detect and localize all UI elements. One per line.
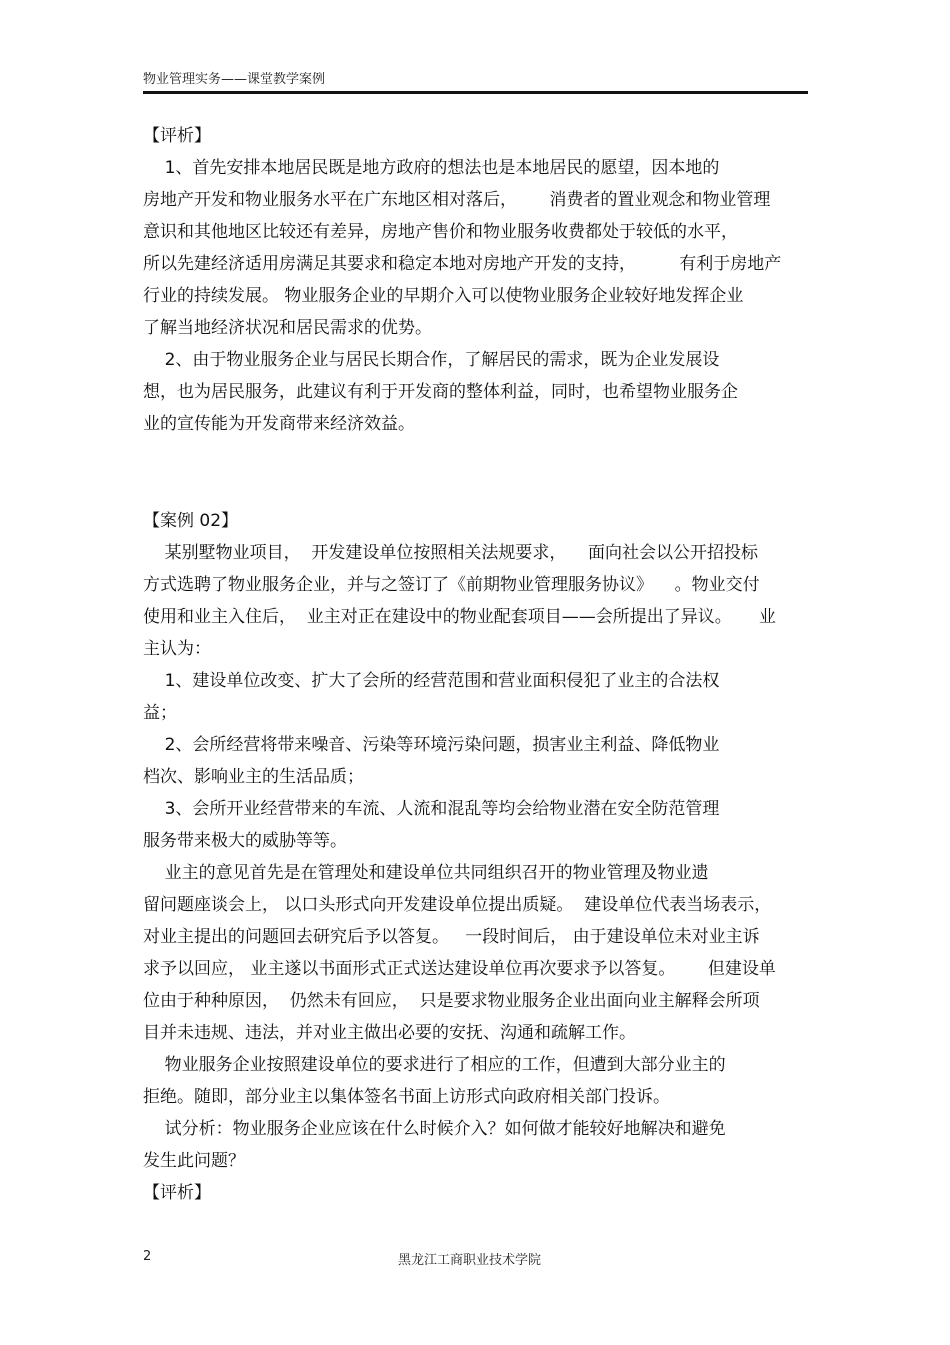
text-line: 【评析】 (143, 126, 211, 146)
text-line: 3、会所开业经营带来的车流、人流和混乱等均会给物业潜在安全防范管理 (143, 799, 720, 819)
text-line: 求予以回应， 业主遂以书面形式正式送达建设单位再次要求予以答复。 但建设单 (143, 959, 776, 979)
text-line: 目并未违规、违法，并对业主做出必要的安抚、沟通和疏解工作。 (143, 1023, 636, 1043)
header-rule (143, 91, 808, 94)
text-line: 使用和业主入住后， 业主对正在建设中的物业配套项目——会所提出了异议。 业 (143, 607, 776, 627)
page-number: 2 (143, 1249, 152, 1264)
text-line: 位由于种种原因， 仍然未有回应， 只是要求物业服务企业出面向业主解释会所项 (143, 991, 760, 1011)
text-line: 意识和其他地区比较还有差异，房地产售价和物业服务收费都处于较低的水平， (143, 222, 738, 242)
text-line: 物业服务企业按照建设单位的要求进行了相应的工作，但遭到大部分业主的 (143, 1055, 726, 1075)
text-line: 主认为： (143, 639, 211, 659)
text-line: 1、首先安排本地居民既是地方政府的想法也是本地居民的愿望，因本地的 (143, 158, 720, 178)
text-line: 留问题座谈会上， 以口头形式向开发建设单位提出质疑。 建设单位代表当场表示， (143, 895, 772, 915)
text-line: 2、会所经营将带来噪音、污染等环境污染问题，损害业主利益、降低物业 (143, 735, 720, 755)
text-line: 档次、影响业主的生活品质； (143, 767, 364, 787)
footer-institution: 黑龙江工商职业技术学院 (398, 1253, 542, 1268)
page-header-title: 物业管理实务——课堂教学案例 (143, 72, 326, 87)
text-line: 【评析】 (143, 1183, 211, 1203)
text-line: 1、建设单位改变、扩大了会所的经营范围和营业面积侵犯了业主的合法权 (143, 671, 720, 691)
text-line: 发生此问题？ (143, 1151, 245, 1171)
text-line: 行业的持续发展。 物业服务企业的早期介入可以使物业服务企业较好地发挥企业 (143, 286, 744, 306)
text-line: 了解当地经济状况和居民需求的优势。 (143, 318, 432, 338)
text-line: 拒绝。随即，部分业主以集体签名书面上访形式向政府相关部门投诉。 (143, 1087, 670, 1107)
text-line: 业的宣传能为开发商带来经济效益。 (143, 414, 415, 434)
text-line: 试分析：物业服务企业应该在什么时候介入？如何做才能较好地解决和避免 (143, 1119, 726, 1139)
text-line: 想，也为居民服务，此建议有利于开发商的整体利益，同时，也希望物业服务企 (143, 382, 738, 402)
text-line: 2、由于物业服务企业与居民长期合作，了解居民的需求，既为企业发展设 (143, 350, 720, 370)
text-line: 业主的意见首先是在管理处和建设单位共同组织召开的物业管理及物业遗 (143, 863, 709, 883)
text-line: 所以先建经济适用房满足其要求和稳定本地对房地产开发的支持， 有利于房地产 (143, 254, 782, 274)
text-line: 服务带来极大的威胁等等。 (143, 831, 347, 851)
text-line: 方式选聘了物业服务企业，并与之签订了《前期物业管理服务协议》 。物业交付 (143, 575, 760, 595)
text-line: 对业主提出的问题回去研究后予以答复。 一段时间后， 由于建设单位未对业主诉 (143, 927, 760, 947)
case-heading: 【案例 02】 (143, 511, 239, 531)
text-line: 某别墅物业项目， 开发建设单位按照相关法规要求， 面向社会以公开招投标 (143, 543, 759, 563)
text-line: 益； (143, 703, 177, 723)
text-line: 房地产开发和物业服务水平在广东地区相对落后， 消费者的置业观念和物业管理 (143, 190, 771, 210)
